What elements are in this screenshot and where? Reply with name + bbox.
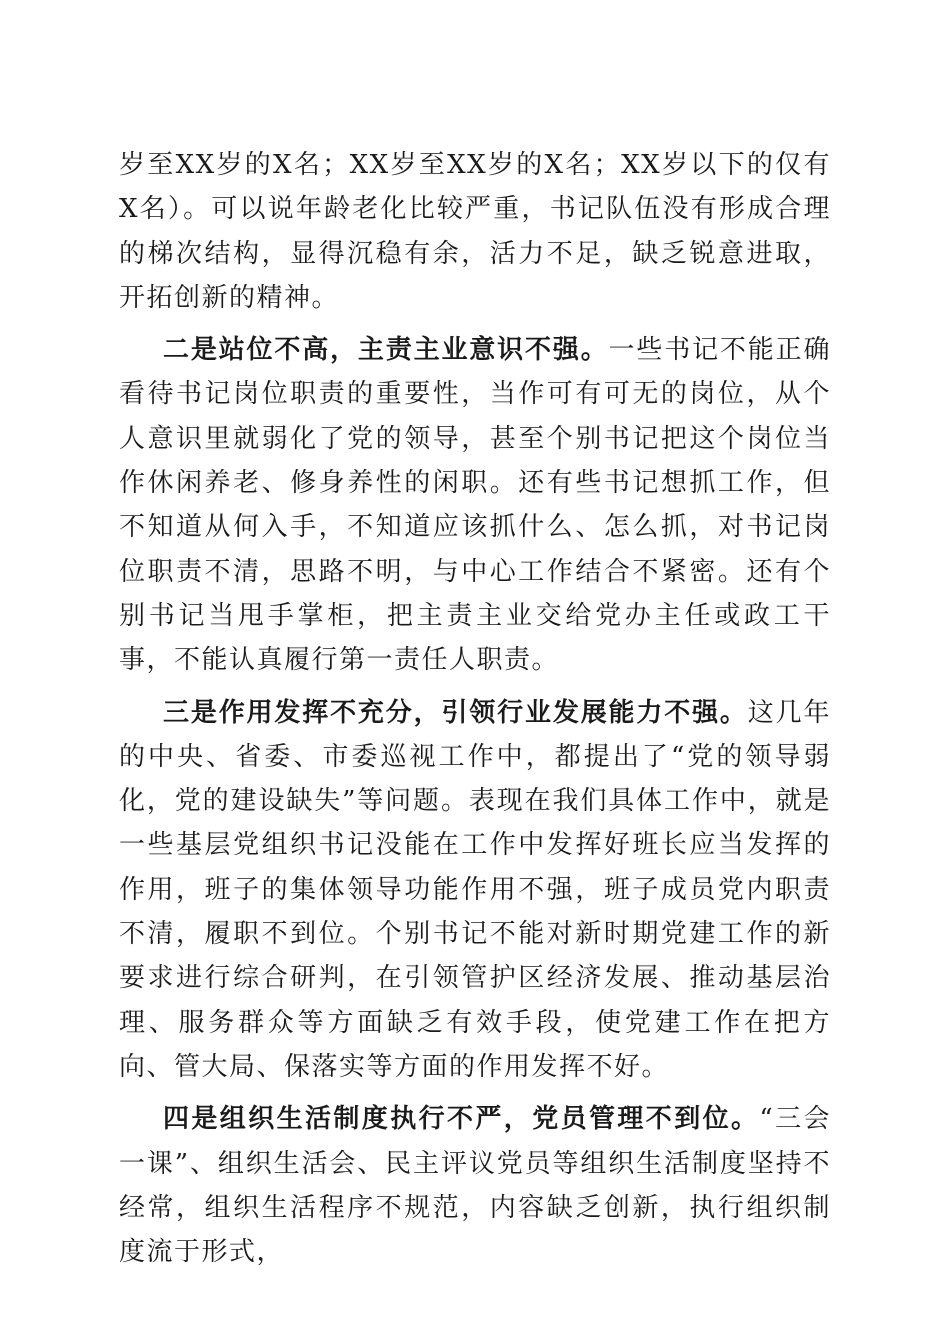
paragraph-heading: 三是作用发挥不充分，引领行业发展能力不强。 (163, 697, 748, 728)
paragraph-heading: 四是组织生活制度执行不严，党员管理不到位。 (163, 1104, 760, 1135)
paragraph-text: 岁至XX岁的X名；XX岁至XX岁的X名；XX岁以下的仅有X名）。可以说年龄老化比较严重，书记队伍没有形成合理的梯次结构，显得沉稳有余，活力不足，缺乏锐意进取，开拓创新的精神。 (119, 150, 831, 313)
paragraph-point-four (119, 1097, 831, 1274)
paragraph-point-two (119, 328, 831, 682)
paragraph-text: “三会一课”、组织生活会、民主评议党员等组织生活制度坚持不经常，组织生活程序不规范，内容缺乏创新，执行组织制度流于形式， (119, 1104, 831, 1268)
paragraph-continuation (119, 143, 831, 320)
paragraph-text: 一些书记不能正确看待书记岗位职责的重要性，当作可有可无的岗位，从个人意识里就弱化了党的领导，甚至个别书记把这个岗位当作休闲养老、修身养性的闲职。还有些书记想抓工作，但不知道从何入手，不知道应该抓什么、怎么抓，对书记岗位职责不清，思路不明，与中心工作结合不紧密。还有个别书记当甩手掌柜，把主责主业交给党办主任或政工干事，不能认真履行第一责任人职责。 (119, 335, 831, 676)
paragraph-text: 这几年的中央、省委、市委巡视工作中，都提出了“党的领导弱化，党的建设缺失”等问题。表现在我们具体工作中，就是一些基层党组织书记没能在工作中发挥好班长应当发挥的作用，班子的集体领导功能作用不强，班子成员党内职责不清，履职不到位。个别书记不能对新时期党建工作的新要求进行综合研判，在引领管护区经济发展、推动基层治理、服务群众等方面缺乏有效手段，使党建工作在把方向、管大局、保落实等方面的作用发挥不好。 (119, 697, 831, 1082)
document-page (119, 143, 831, 1282)
paragraph-point-three (119, 691, 831, 1090)
paragraph-heading: 二是站位不高，主责主业意识不强。 (163, 335, 609, 366)
